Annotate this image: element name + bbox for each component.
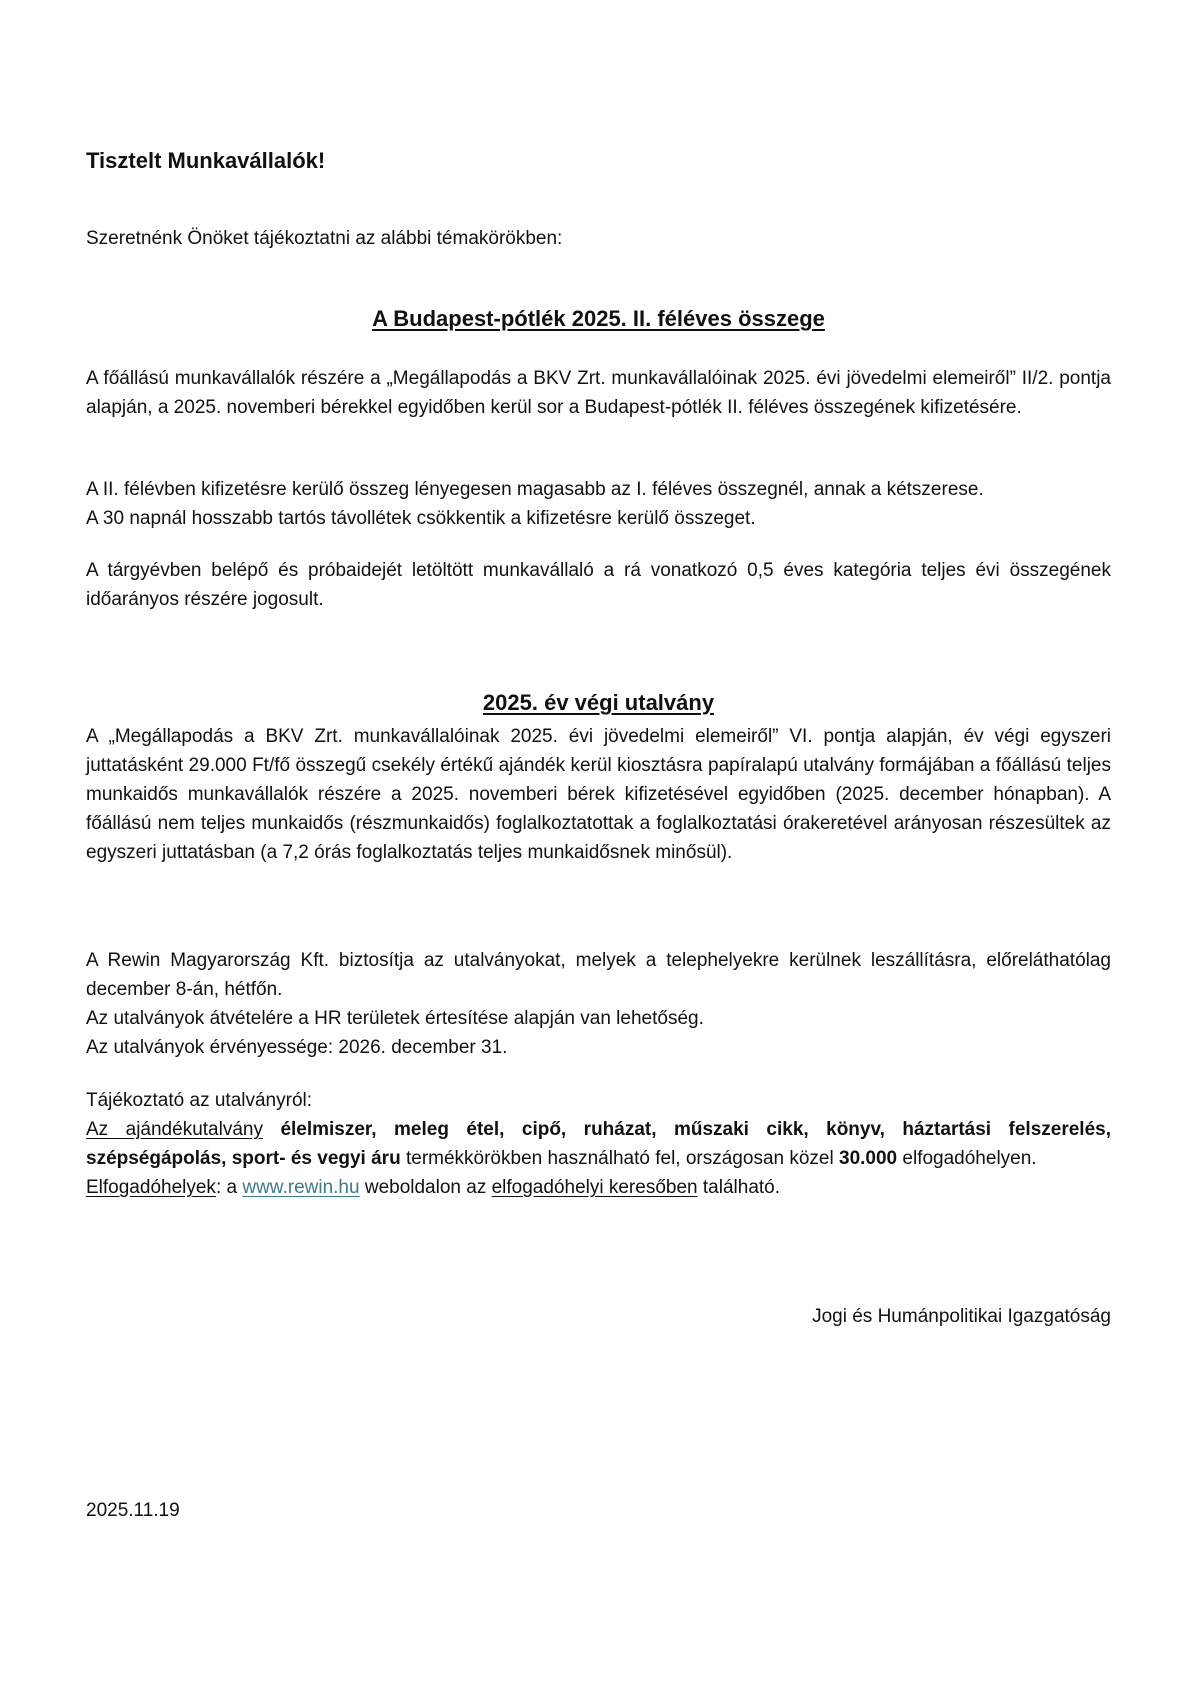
paragraph: A „Megállapodás a BKV Zrt. munkavállalóinak 2025. évi jövedelmi elemeiről” VI. pontja alapján, év végi egyszeri juttatásként 29.000 Ft/fő összegű csekély értékű ajándék kerül kiosztásra papíralapú utalvány formájában a főállású teljes munkaidős munkavállalók részére a 2025. novemberi bérek kifizetésével egyidőben (2025. december hónapban). A főállású nem teljes munkaidős (részmunkaidős) foglalkoztatottak a foglalkoztatási órakeretével arányosan részesültek az egyszeri juttatásban (a 7,2 órás foglalkoztatás teljes munkaidősnek minősül).: [86, 726, 1111, 863]
date: 2025.11.19: [86, 1500, 180, 1521]
paragraph: [86, 475, 1111, 533]
paragraph: [86, 946, 1111, 1062]
section-heading-budapest-potlek: A Budapest-pótlék 2025. II. féléves összege: [372, 306, 825, 331]
info-text: termékkörökben használható fel, országosan közel: [405, 1148, 834, 1169]
greeting: Tisztelt Munkavállalók!: [86, 148, 326, 173]
paragraph-line: Az utalványok átvételére a HR területek értesítése alapján van lehetőség.: [86, 1008, 704, 1029]
text: : a: [215, 1177, 238, 1198]
info-text: elfogadóhelyen.: [902, 1148, 1037, 1169]
acceptance-line: [86, 1173, 1111, 1202]
acceptance-label: Elfogadóhelyek: [86, 1177, 216, 1198]
signature: Jogi és Humánpolitikai Igazgatóság: [812, 1306, 1111, 1327]
intro-text: Szeretnénk Önöket tájékoztatni az alábbi témakörökben:: [86, 228, 563, 249]
acceptance-count: 30.000: [839, 1148, 898, 1169]
rewin-link[interactable]: www.rewin.hu: [242, 1177, 360, 1198]
paragraph-line: A 30 napnál hosszabb tartós távollétek csökkentik a kifizetésre kerülő összeget.: [86, 508, 756, 529]
voucher-info: [86, 1086, 1111, 1202]
info-title: Tájékoztató az utalványról:: [86, 1090, 313, 1111]
info-body: [86, 1115, 1111, 1173]
voucher-term: Az ajándékutalvány: [86, 1119, 263, 1140]
paragraph: A tárgyévben belépő és próbaidejét letöltött munkavállaló a rá vonatkozó 0,5 éves kategória teljes évi összegének időarányos részére jogosult.: [86, 560, 1111, 610]
section-heading-utalvany: 2025. év végi utalvány: [482, 690, 715, 715]
categories: élelmiszer, meleg étel, cipő, ruházat, műszaki cikk, könyv, háztartási felszerelés, szépségápolás, sport- és vegyi áru: [86, 1119, 1111, 1169]
paragraph-line: A II. félévben kifizetésre kerülő összeg lényegesen magasabb az I. féléves összegnél, annak a kétszerese.: [86, 479, 984, 500]
text: weboldalon az: [364, 1177, 487, 1198]
text: található.: [702, 1177, 781, 1198]
paragraph-line: A Rewin Magyarország Kft. biztosítja az utalványokat, melyek a telephelyekre kerülnek leszállításra, előreláthatólag december 8-án, hétfőn.: [86, 950, 1111, 1000]
acceptance-search: elfogadóhelyi keresőben: [491, 1177, 698, 1198]
paragraph-line: Az utalványok érvényessége: 2026. december 31.: [86, 1037, 508, 1058]
paragraph: A főállású munkavállalók részére a „Megállapodás a BKV Zrt. munkavállalóinak 2025. évi jövedelmi elemeiről” II/2. pontja alapján, a 2025. novemberi bérekkel egyidőben kerül sor a Budapest-pótlék II. féléves összegének kifizetésére.: [86, 368, 1111, 418]
